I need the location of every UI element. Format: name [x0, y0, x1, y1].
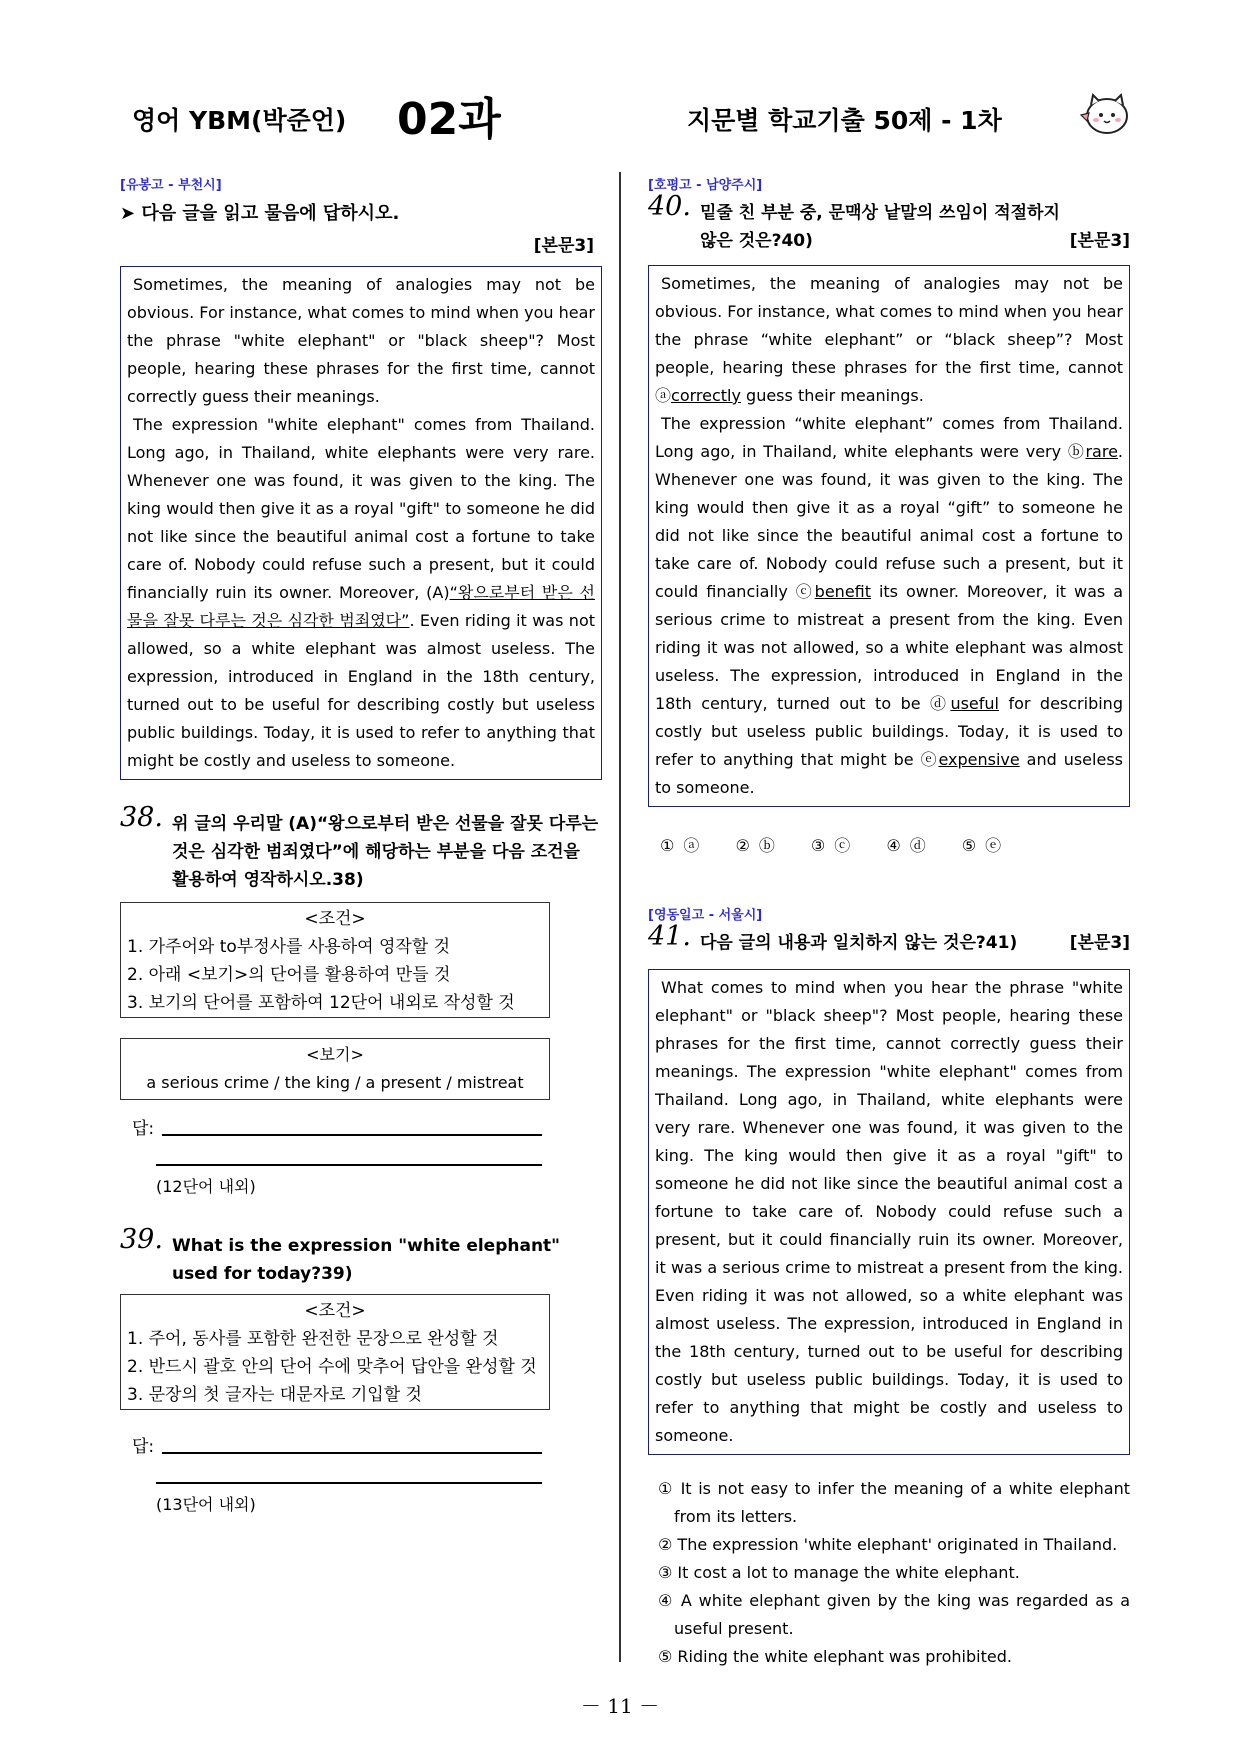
passage-paragraph: Sometimes, the meaning of analogies may not be obvious. For instance, what comes to mind when you hear the phrase "white elephant" or "black sheep"? Most people, hearing these phrases for the first time, cannot correctly guess their meanings.: [127, 275, 595, 406]
subject-title: 영어 YBM(박준언): [132, 106, 347, 135]
choice-3[interactable]: ③ It cost a lot to manage the white elephant.: [658, 1563, 1020, 1582]
instruction: ➤ 다음 글을 읽고 물음에 답하시오.: [120, 203, 400, 224]
source-label: [유봉고 - 부천시]: [120, 178, 222, 193]
passage-paragraph: The expression “white elephant” comes from Thailand. Long ago, in Thailand, white elephants were very ⓑrare. Whenever one was found, it was given to the king. The king would then give it as a royal “gift” to someone he did not like since the beautiful animal cost a fortune to take care of. Nobody could refuse such a present, but it could financially ⓒbenefit its owner. Moreover, it was a serious crime to mistreat a present from the king. Even riding it was not allowed, so a white elephant was almost useless. The expression, introduced in England in the 18th century, turned out to be ⓓuseful for describing costly but useless public buildings. Today, it is used to refer to anything that might be ⓔexpensive and useless to someone.: [655, 414, 1123, 797]
passage-paragraph: Sometimes, the meaning of analogies may not be obvious. For instance, what comes to mind when you hear the phrase “white elephant” or “black sheep”? Most people, hearing these phrases for the first time, cannot ⓐcorrectly guess their meanings.: [655, 274, 1123, 405]
section-tag: [본문3]: [1069, 933, 1130, 953]
condition-item: 2. 아래 <보기>의 단어를 활용하여 만들 것: [127, 965, 451, 985]
answer-area[interactable]: [120, 1418, 602, 1514]
column-divider: [619, 172, 621, 1662]
page-header: [132, 95, 1132, 155]
choice-5[interactable]: ⑤ Riding the white elephant was prohibited.: [658, 1647, 1012, 1666]
condition-item: 3. 문장의 첫 글자는 대문자로 기입할 것: [127, 1385, 422, 1405]
underlined-word-e: expensive: [938, 750, 1020, 769]
right-column: [648, 174, 1130, 1671]
underlined-word-b: rare: [1085, 442, 1118, 461]
question-number: 41.: [648, 921, 691, 952]
word-limit-note: (12단어 내외): [156, 1177, 256, 1196]
answer-label: 답:: [132, 1119, 155, 1139]
question-text: 위 글의 우리말 (A)“왕으로부터 받은 선물을 잘못 다루는 것은 심각한 범죄였다”에 해당하는 부분을 다음 조건을 활용하여 영작하시오.38): [172, 814, 599, 890]
example-words: a serious crime / the king / a present / mistreat: [146, 1073, 524, 1092]
question-40: [648, 191, 1130, 255]
underlined-word-a: correctly: [671, 386, 741, 405]
reading-passage: [648, 969, 1130, 1455]
question-number: 39.: [120, 1224, 163, 1255]
example-box: [120, 1038, 550, 1100]
page-number: － 11 －: [580, 1694, 660, 1718]
cat-mascot-icon: [1077, 89, 1133, 139]
conditions-title: <조건>: [304, 909, 366, 929]
answer-line[interactable]: [156, 1164, 542, 1166]
choice-4[interactable]: ④ A white elephant given by the king was regarded as a useful present.: [658, 1591, 1130, 1638]
word-limit-note: (13단어 내외): [156, 1495, 256, 1514]
question-text: 다음 글의 내용과 일치하지 않는 것은?41): [700, 933, 1018, 953]
answer-choices: [648, 833, 1130, 856]
answer-line[interactable]: [162, 1452, 542, 1454]
choice-2[interactable]: ② ⓑ: [735, 836, 775, 855]
condition-item: 1. 주어, 동사를 포함한 완전한 문장으로 완성할 것: [127, 1329, 499, 1349]
underlined-korean: “왕으로부터 받은 선물을 잘못 다루는 것은 심각한 범죄였다”: [127, 583, 596, 630]
exam-title: 지문별 학교기출 50제 - 1차: [687, 106, 1002, 135]
underlined-word-d: useful: [950, 694, 999, 713]
choice-1[interactable]: ① It is not easy to infer the meaning of a white elephant from its letters.: [658, 1479, 1130, 1526]
passage-paragraph: What comes to mind when you hear the phrase "white elephant" or "black sheep"? Most people, hearing these phrases for the first time, cannot correctly guess their meanings. The expression "white elephant" comes from Thailand. Long ago, in Thailand, white elephants were very rare. Whenever one was found, it was given to the king. The king would then give it as a royal "gift" to someone he did not like since the beautiful animal cost a fortune to take care of. Nobody could refuse such a present, but it could financially ruin its owner. Moreover, it was a serious crime to mistreat a present from the king. Even riding it was not allowed, so a white elephant was almost useless. The expression, introduced in England in the 18th century, turned out to be useful for describing costly but useless public buildings. Today, it is used to refer to anything that might be costly and useless to someone.: [655, 978, 1123, 1445]
answer-choices: [648, 1475, 1130, 1671]
choice-4[interactable]: ④ ⓓ: [886, 836, 926, 855]
section-tag: [본문3]: [533, 236, 594, 256]
choice-5[interactable]: ⑤ ⓔ: [961, 836, 1002, 855]
answer-line[interactable]: [156, 1482, 542, 1484]
choice-3[interactable]: ③ ⓒ: [810, 836, 851, 855]
question-41: [648, 921, 1130, 957]
reading-passage: [120, 266, 602, 780]
condition-item: 1. 가주어와 to부정사를 사용하여 영작할 것: [127, 937, 451, 957]
choice-2[interactable]: ② The expression 'white elephant' originated in Thailand.: [658, 1535, 1118, 1554]
conditions-box: [120, 902, 550, 1018]
question-text: 밑줄 친 부분 중, 문맥상 낱말의 쓰임이 적절하지 않은 것은?40): [700, 203, 1060, 251]
conditions-title: <조건>: [304, 1301, 366, 1321]
question-number: 40.: [648, 191, 691, 222]
reading-passage: [648, 265, 1130, 807]
condition-item: 2. 반드시 괄호 안의 단어 수에 맞추어 답안을 완성할 것: [127, 1357, 537, 1377]
example-title: <보기>: [306, 1045, 364, 1064]
underlined-word-c: benefit: [814, 582, 872, 601]
answer-label: 답:: [132, 1437, 155, 1457]
question-text: What is the expression "white elephant" used for today?39): [172, 1236, 561, 1284]
question-38: [120, 802, 602, 894]
question-39: [120, 1224, 602, 1288]
choice-1[interactable]: ① ⓐ: [660, 836, 700, 855]
answer-area[interactable]: [120, 1100, 602, 1196]
condition-item: 3. 보기의 단어를 포함하여 12단어 내외로 작성할 것: [127, 993, 515, 1013]
answer-line[interactable]: [162, 1134, 542, 1136]
passage-paragraph: The expression "white elephant" comes from Thailand. Long ago, in Thailand, white elephants were very rare. Whenever one was found, it was given to the king. The king would then give it as a royal "gift" to someone he did not like since the beautiful animal cost a fortune to take care of. Nobody could refuse such a present, but it could financially ruin its owner. Moreover, (A)“왕으로부터 받은 선물을 잘못 다루는 것은 심각한 범죄였다”. Even riding it was not allowed, so a white elephant was almost useless. The expression, introduced in England in the 18th century, turned out to be useful for describing costly but useless public buildings. Today, it is used to refer to anything that might be costly and useless to someone.: [127, 415, 596, 770]
source-label: [호평고 - 남양주시]: [648, 178, 763, 193]
conditions-box: [120, 1294, 550, 1410]
question-number: 38.: [120, 802, 163, 833]
source-label: [영동일고 - 서울시]: [648, 908, 763, 923]
left-column: [120, 174, 602, 1514]
section-tag: [본문3]: [1069, 231, 1130, 251]
lesson-title: 02과: [397, 94, 501, 145]
